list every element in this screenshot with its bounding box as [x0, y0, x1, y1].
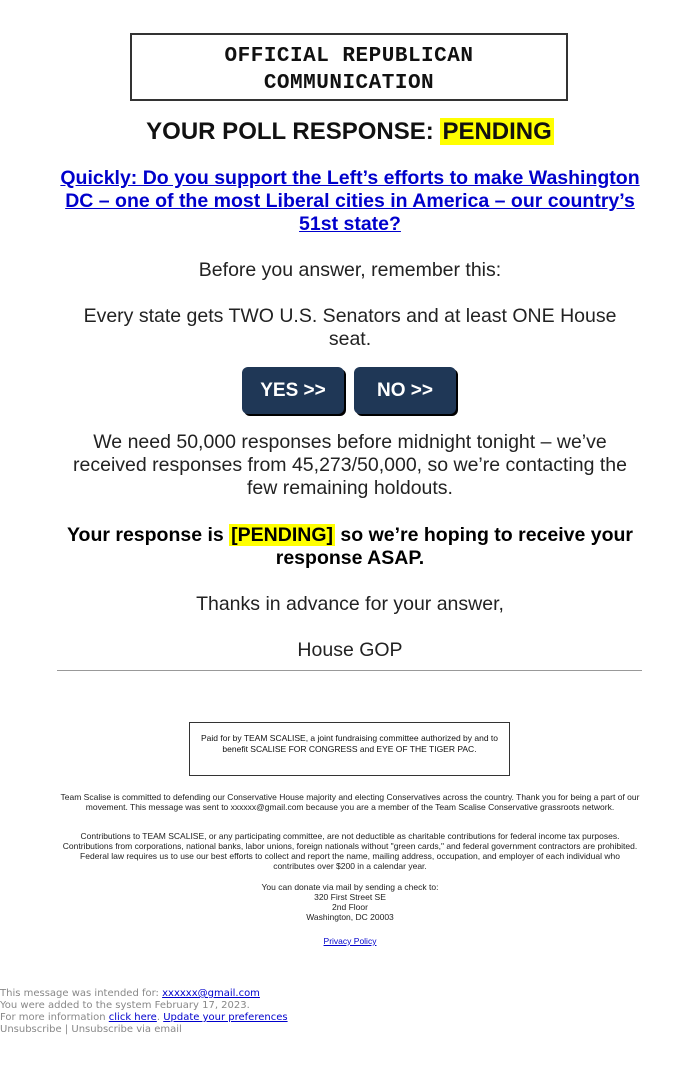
reminder-text: Before you answer, remember this:	[198, 259, 502, 281]
intended-label: This message was intended for:	[0, 988, 163, 999]
intended-email-link[interactable]: xxxxxx@gmail.com	[162, 988, 260, 999]
mail-line-3: Washington, DC 20003	[306, 912, 394, 922]
yes-button[interactable]: YES >>	[242, 367, 344, 414]
click-here-link[interactable]: click here	[108, 1012, 157, 1023]
pending-response-text	[60, 524, 640, 570]
disclaimer-commitment: Team Scalise is committed to defending our Conservative House majority and electing Conservatives across the country. Thank you for being a part of our movement. This message was sent to xxxxxx@gmail.com because you are a member of the Team Scalise Conservative grassroots network.	[60, 792, 640, 812]
poll-question-link[interactable]: Quickly: Do you support the Left’s efforts to make Washington DC – one of the most Liberal cities in America – our country’s 51st state?	[60, 167, 640, 235]
header-line-1: OFFICIAL REPUBLICAN	[224, 45, 474, 68]
email-footer	[0, 988, 288, 1036]
pending-status: PENDING	[442, 118, 552, 145]
unsubscribe-link[interactable]: Unsubscribe	[0, 1024, 62, 1035]
title-prefix: YOUR POLL RESPONSE:	[146, 118, 441, 145]
footer-unsubscribe	[0, 1024, 288, 1036]
paid-for-box: Paid for by TEAM SCALISE, a joint fundraising committee authorized by and to benefit SCALISE FOR CONGRESS and EYE OF THE TIGER PAC.	[189, 722, 510, 776]
responses-needed-text: We need 50,000 responses before midnight tonight – we’ve received responses from 45,273/50,000, so we’re contacting the few remaining holdouts.	[73, 431, 627, 499]
mail-address-block	[60, 882, 640, 922]
privacy-policy-row	[60, 936, 640, 946]
divider	[57, 670, 642, 671]
footer-added: You were added to the system February 17, 2023.	[0, 1000, 250, 1011]
senators-text: Every state gets TWO U.S. Senators and at least ONE House seat.	[83, 305, 617, 350]
header-line-2: COMMUNICATION	[263, 72, 435, 95]
pending-suffix: so we’re hoping to receive your response ASAP.	[275, 524, 634, 569]
disclaimer-contributions: Contributions to TEAM SCALISE, or any participating committee, are not deductible as charitable contributions for federal income tax purposes. Contributions from corporations, national banks, labor unions, foreign nationals without "green cards," and federal government contractors are prohibited. Federal law requires us to use our best efforts to collect and report the name, mailing address, occupation, and employer of each individual who contributes over $200 in a calendar year.	[62, 831, 638, 871]
more-info-label: For more information	[0, 1012, 109, 1023]
pending-prefix: Your response is	[66, 524, 230, 546]
privacy-policy-link[interactable]: Privacy Policy	[323, 936, 377, 946]
footer-separator: .	[156, 1012, 164, 1023]
footer-intended	[0, 988, 288, 1000]
footer-pipe: |	[61, 1024, 72, 1035]
footer-more-info	[0, 1012, 288, 1024]
unsubscribe-email-link[interactable]: Unsubscribe via email	[71, 1024, 182, 1035]
mail-intro: You can donate via mail by sending a check to:	[261, 882, 439, 892]
poll-response-title	[0, 118, 700, 146]
signature: House GOP	[297, 639, 403, 661]
update-preferences-link[interactable]: Update your preferences	[163, 1012, 288, 1023]
no-button[interactable]: NO >>	[354, 367, 456, 414]
official-communication-header	[130, 33, 568, 101]
pending-badge: [PENDING]	[231, 524, 334, 546]
mail-line-2: 2nd Floor	[332, 902, 368, 912]
thanks-text: Thanks in advance for your answer,	[196, 593, 504, 615]
mail-line-1: 320 First Street SE	[314, 892, 386, 902]
